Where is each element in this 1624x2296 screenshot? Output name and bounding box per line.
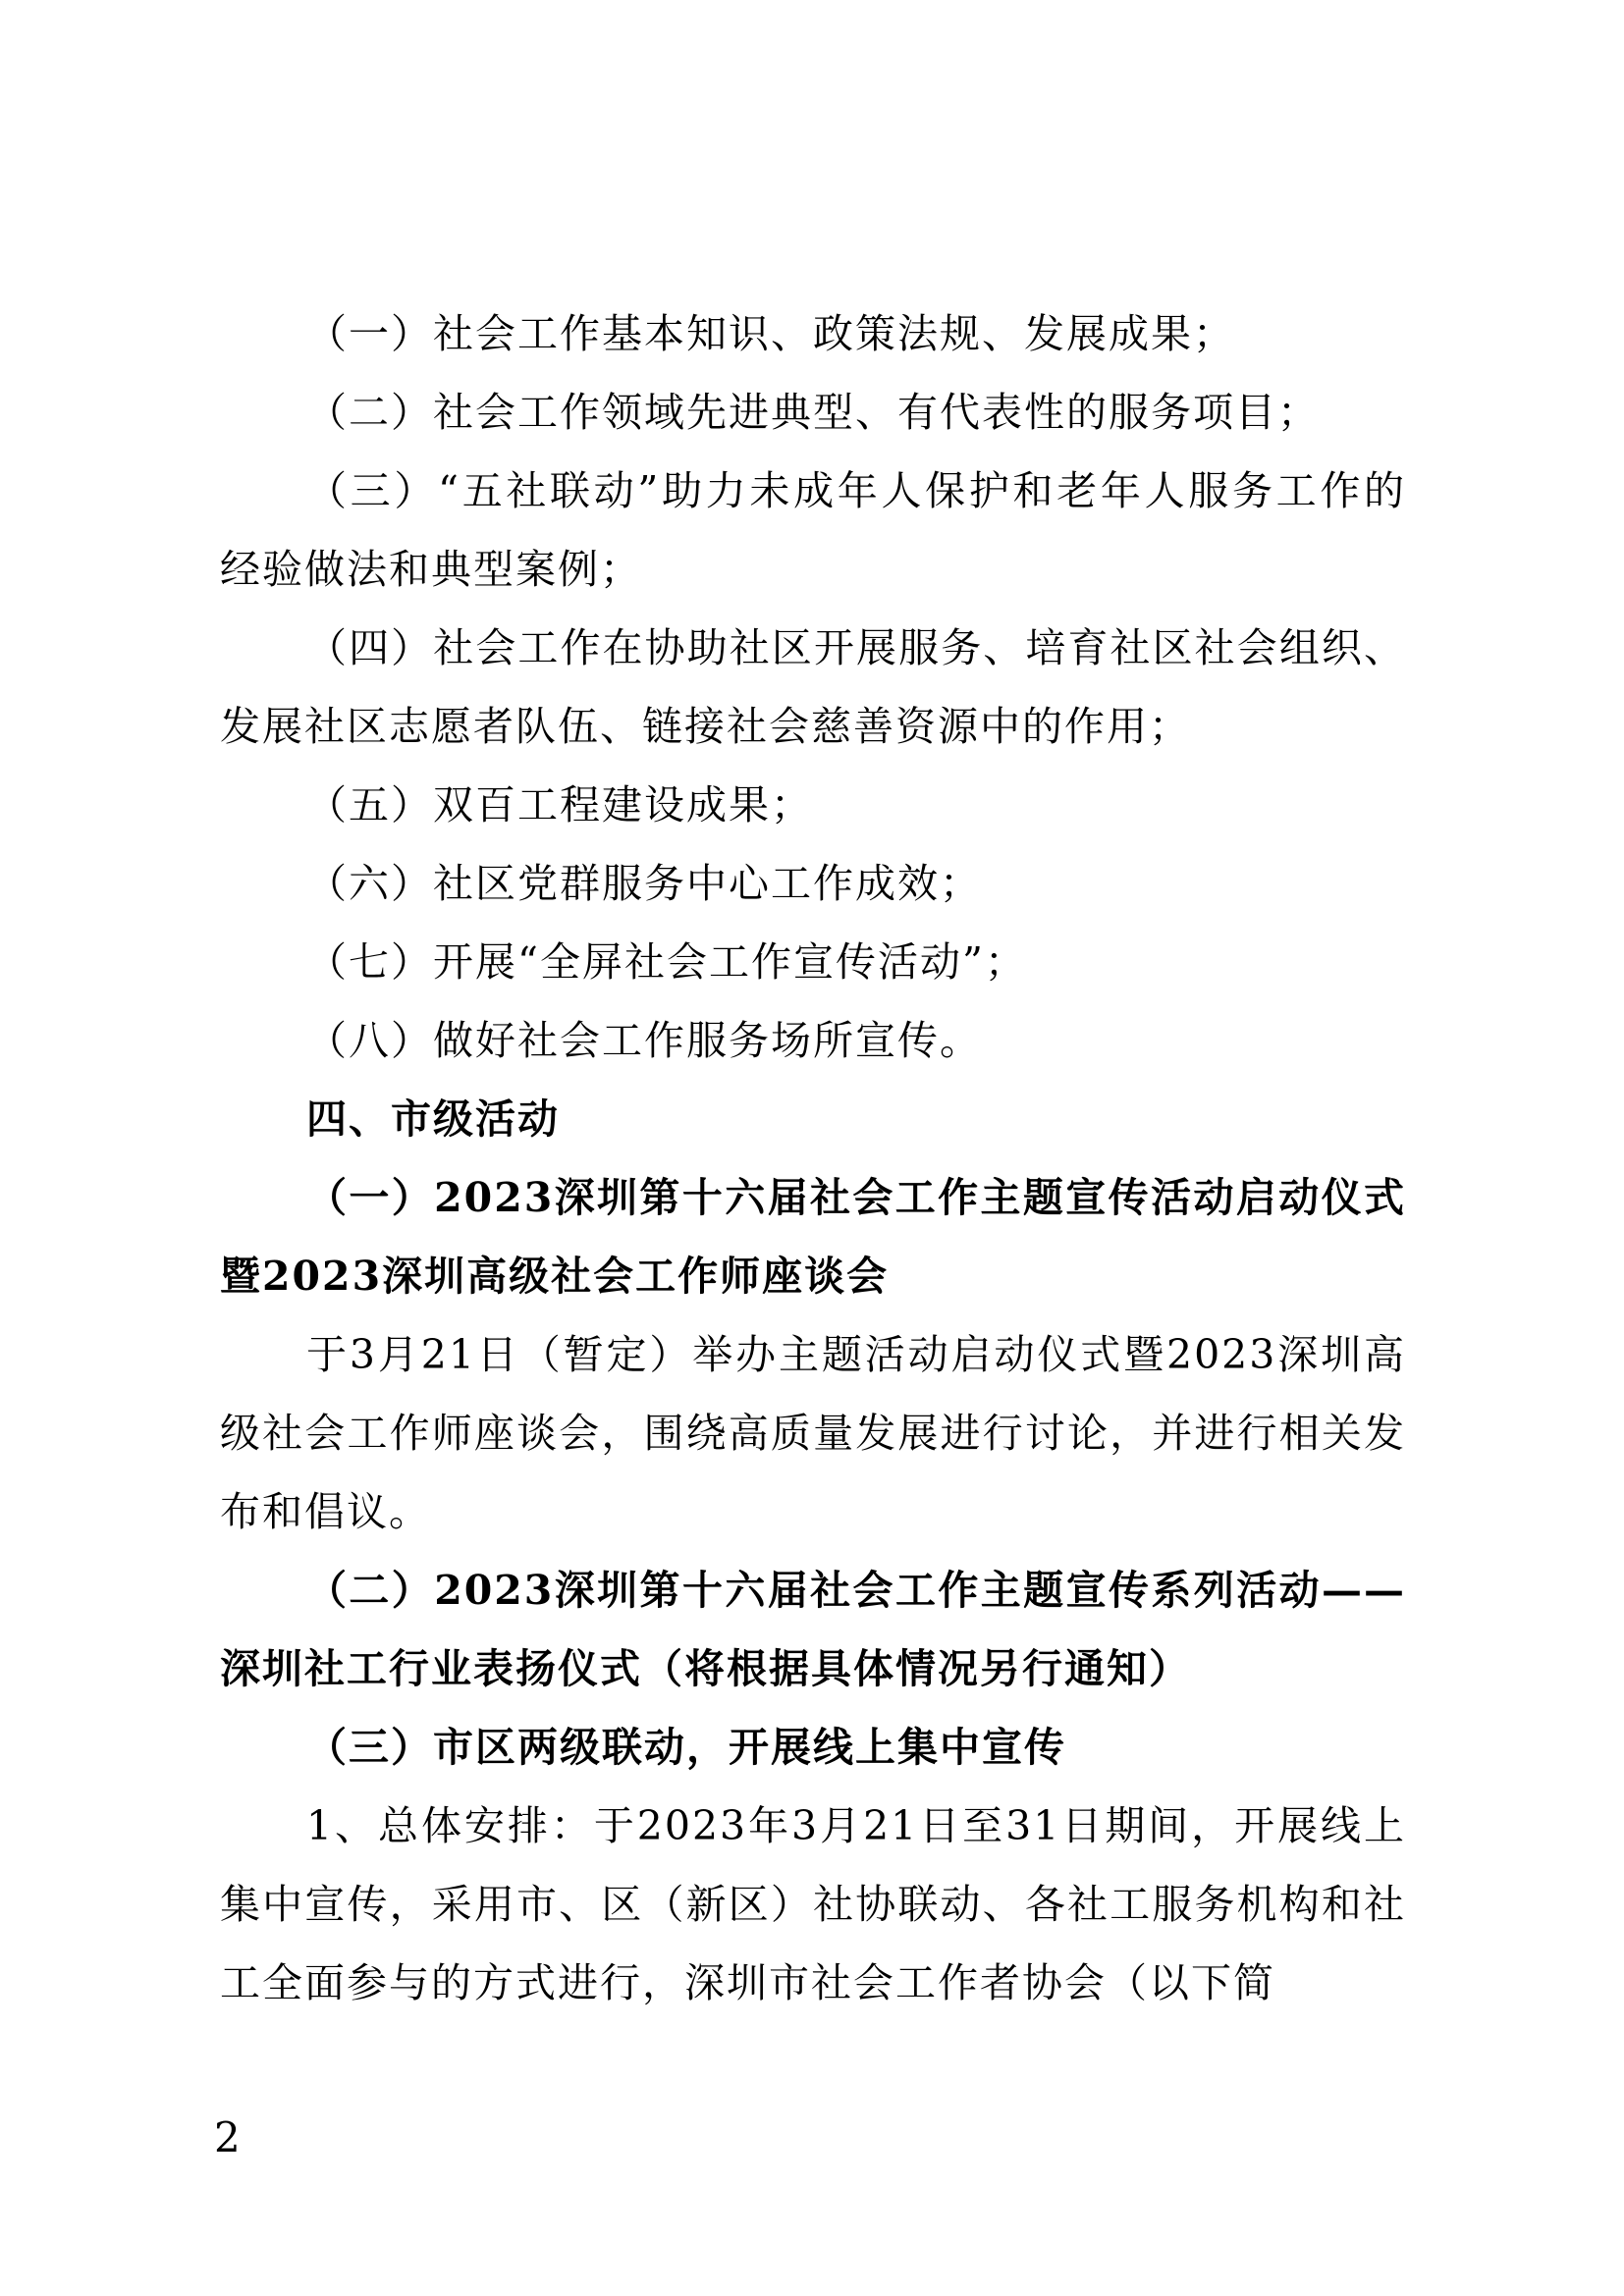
subsection-heading: （一）2023深圳第十六届社会工作主题宣传活动启动仪式暨2023深圳高级社会工作师座谈会 [220,1174,1406,1300]
document-body [220,294,1406,2022]
paragraph: （二）社会工作领域先进典型、有代表性的服务项目； [306,389,1320,436]
paragraph: （六）社区党群服务中心工作成效； [306,860,982,907]
paragraph: 1、总体安排：于2023年3月21日至31日期间，开展线上集中宣传，采用市、区（新区）社协联动、各社工服务机构和社工全面参与的方式进行，深圳市社会工作者协会（以下简 [220,1802,1406,2006]
page-number: 2 [214,2113,241,2162]
subsection-heading: （三）市区两级联动，开展线上集中宣传 [306,1724,1066,1771]
section-heading: 四、市级活动 [306,1095,560,1143]
paragraph: （八）做好社会工作服务场所宣传。 [306,1017,982,1064]
paragraph: （一）社会工作基本知识、政策法规、发展成果； [306,310,1235,357]
paragraph: （五）双百工程建设成果； [306,781,813,828]
paragraph: （三）“五社联动”助力未成年人保护和老年人服务工作的经验做法和典型案例； [220,467,1406,593]
paragraph: （四）社会工作在协助社区开展服务、培育社区社会组织、发展社区志愿者队伍、链接社会慈善资源中的作用； [220,624,1406,750]
paragraph: （七）开展“全屏社会工作宣传活动”； [306,938,1027,986]
subsection-heading: （二）2023深圳第十六届社会工作主题宣传系列活动——深圳社工行业表扬仪式（将根据具体情况另行通知） [220,1567,1406,1692]
paragraph: 于3月21日（暂定）举办主题活动启动仪式暨2023深圳高级社会工作师座谈会，围绕高质量发展进行讨论，并进行相关发布和倡议。 [220,1331,1406,1535]
